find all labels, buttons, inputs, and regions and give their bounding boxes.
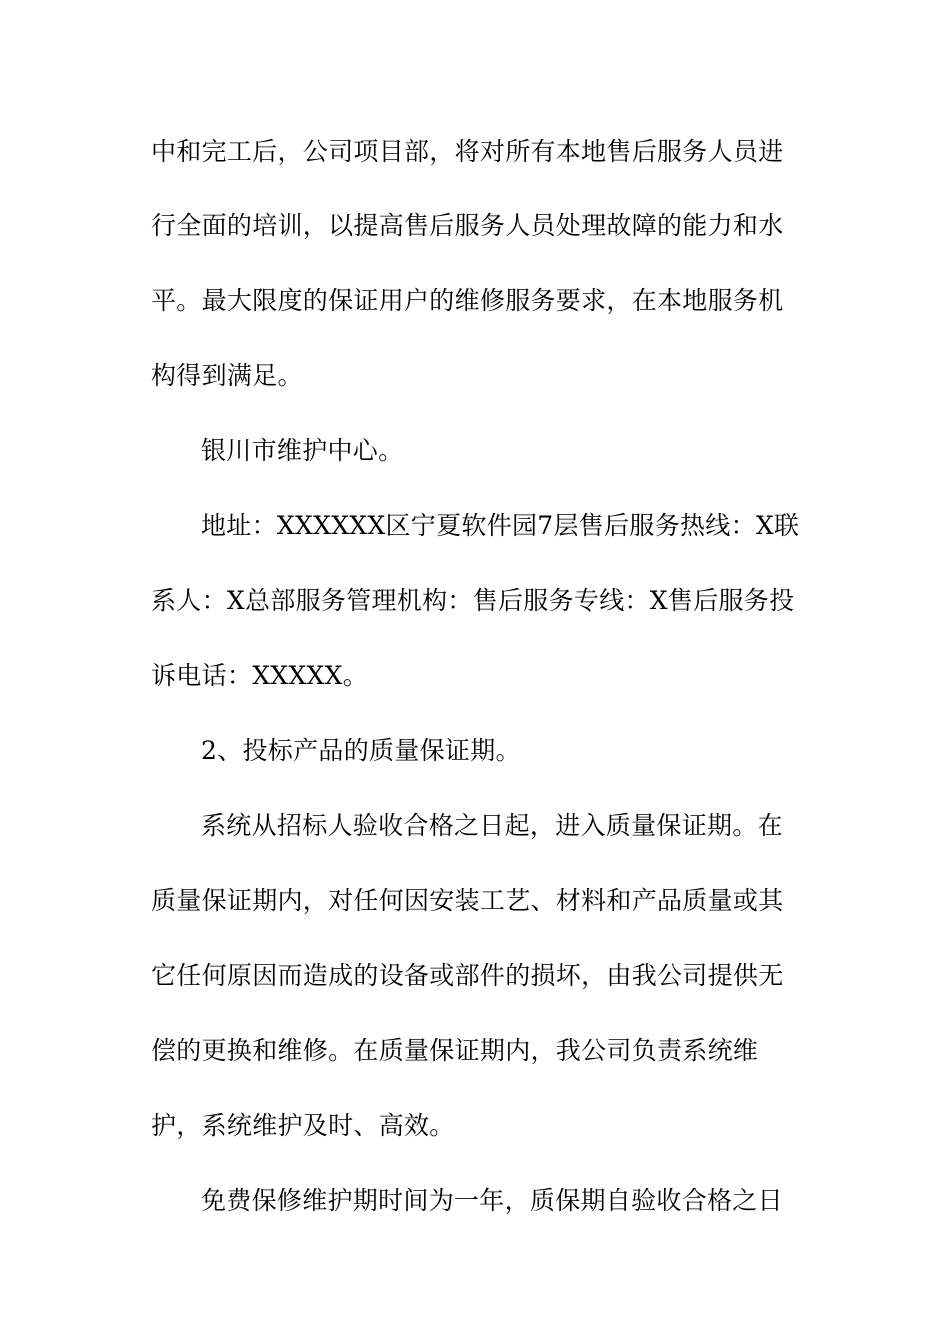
text-line: 银川市维护中心。 xyxy=(201,436,404,465)
text-line: 构得到满足。 xyxy=(151,361,303,390)
text-line: 平。最大限度的保证用户的维修服务要求，在本地服务机 xyxy=(151,286,784,315)
text-line: 地址：XXXXXX区宁夏软件园7层售后服务热线：X联 xyxy=(201,511,800,540)
section-heading: 2、投标产品的质量保证期。 xyxy=(201,736,521,765)
text-line: 免费保修维护期时间为一年，质保期自验收合格之日 xyxy=(201,1186,783,1215)
text-line: 系人：X总部服务管理机构：售后服务专线：X售后服务投 xyxy=(151,586,795,615)
text-line: 偿的更换和维修。在质量保证期内，我公司负责系统维 xyxy=(151,1036,759,1065)
text-line: 它任何原因而造成的设备或部件的损坏，由我公司提供无 xyxy=(151,961,784,990)
text-line: 护，系统维护及时、高效。 xyxy=(151,1111,455,1140)
text-line: 质量保证期内，对任何因安装工艺、材料和产品质量或其 xyxy=(151,886,784,915)
text-line: 诉电话：XXXXX。 xyxy=(151,661,368,690)
text-line: 中和完工后，公司项目部，将对所有本地售后服务人员进 xyxy=(151,137,784,166)
text-line: 行全面的培训，以提高售后服务人员处理故障的能力和水 xyxy=(151,211,784,240)
text-line: 系统从招标人验收合格之日起，进入质量保证期。在 xyxy=(201,811,783,840)
